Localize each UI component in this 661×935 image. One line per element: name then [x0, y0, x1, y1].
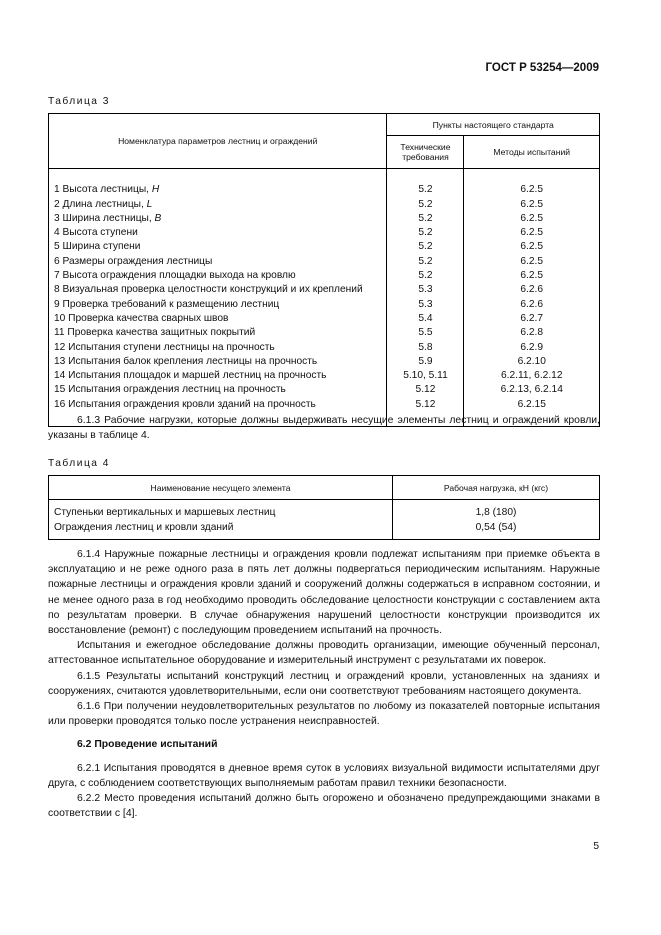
- parameter-cell: [49, 355, 387, 369]
- parameter-name: 13 Испытания балок крепления лестницы на прочность: [54, 355, 318, 367]
- table4-cell: 0,54 (54): [393, 520, 600, 535]
- parameter-name: 6 Размеры ограждения лестницы: [54, 255, 213, 267]
- parameter-cell: [49, 298, 387, 312]
- tech-req-cell: 5.5: [387, 326, 464, 340]
- paragraph-6-2-1: 6.2.1 Испытания проводятся в дневное время суток в условиях визуальной видимости испытателями друг друга, с соблюдением соответствующих выполняемым работам правил техники безопасности.: [48, 762, 600, 789]
- parameter-cell: [49, 398, 387, 412]
- test-method-cell: 6.2.10: [517, 355, 546, 367]
- test-method-cell: 6.2.6: [520, 284, 544, 296]
- col-element: Наименование несущего элемента: [49, 476, 393, 500]
- test-method-cell: 6.2.6: [520, 298, 544, 310]
- parameter-name: 15 Испытания ограждения лестниц на прочность: [54, 384, 286, 396]
- tech-req-cell: 5.2: [387, 226, 464, 240]
- parameter-cell: [49, 255, 387, 269]
- table-3: [48, 113, 600, 427]
- parameter-name: 5 Ширина ступени: [54, 241, 141, 253]
- tech-req-cell: 5.8: [387, 341, 464, 355]
- table-row: [49, 341, 600, 355]
- test-method-cell: 6.2.5: [520, 241, 544, 253]
- table-row: [49, 183, 600, 197]
- test-method-cell: 6.2.5: [520, 227, 544, 239]
- paragraph-inspection: Испытания и ежегодное обследование должны проводить организации, имеющие обученный персонал, аттестованное испытательное оборудование и измерительный инструмент с результатами их поверок.: [48, 640, 600, 667]
- parameter-name: 16 Испытания ограждения кровли зданий на прочность: [54, 398, 316, 410]
- tech-req-cell: 5.12: [387, 398, 464, 412]
- parameter-name: 8 Визуальная проверка целостности конструкций и их креплений: [54, 284, 363, 296]
- tech-req-cell: 5.3: [387, 283, 464, 297]
- table-row: [49, 198, 600, 212]
- parameter-cell: [49, 269, 387, 283]
- tech-req-cell: 5.2: [387, 269, 464, 283]
- table-row: [49, 369, 600, 383]
- parameter-name: 9 Проверка требований к размещению лестниц: [54, 298, 280, 310]
- parameter-name: 3 Ширина лестницы,: [54, 212, 155, 224]
- table3-caption: Таблица 3: [48, 96, 110, 107]
- table-row: [49, 398, 600, 412]
- parameter-name: 1 Высота лестницы,: [54, 184, 152, 196]
- parameter-symbol: B: [154, 212, 162, 224]
- paragraph-6-1-6: 6.1.6 При получении неудовлетворительных результатов по любому из показателей повторные испытания или проверки проводятся только после устранения неисправностей.: [48, 701, 600, 728]
- parameter-cell: [49, 283, 387, 297]
- table-4: [48, 475, 600, 540]
- parameter-name: 10 Проверка качества сварных швов: [54, 312, 229, 324]
- parameter-name: 11 Проверка качества защитных покрытий: [54, 327, 256, 339]
- parameter-cell: [49, 326, 387, 340]
- parameter-cell: [49, 198, 387, 212]
- test-method-cell: 6.2.15: [517, 398, 546, 410]
- tech-req-cell: 5.12: [387, 383, 464, 397]
- table-row: [49, 269, 600, 283]
- paragraph-6-1-4: 6.1.4 Наружные пожарные лестницы и ограждения кровли подлежат испытаниям при приемке объекта в эксплуатацию и не реже одного раза в пять лет должны подвергаться периодическим испытаниям. Наружные пожарные лестницы и ограждения кровли зданий и сооружений должны содержаться в исправном состоянии, и не менее одного раза в год необходимо проводить обследование целостности конструкции с составлением акта по результатам проверки. В случае обнаружения нарушений целостности конструкции производится их восстановление (ремонт) с последующим проведением испытаний на прочность.: [48, 549, 600, 637]
- table4-cell: Ступеньки вертикальных и маршевых лестниц: [54, 507, 276, 518]
- parameter-name: 12 Испытания ступени лестницы на прочность: [54, 341, 275, 353]
- col-tech-req: Технические требования: [387, 136, 464, 169]
- tech-req-cell: 5.2: [387, 183, 464, 197]
- col-group: Пункты настоящего стандарта: [387, 114, 600, 136]
- test-method-cell: 6.2.13, 6.2.14: [500, 384, 563, 396]
- table-row: [49, 255, 600, 269]
- col-test-methods: Методы испытаний: [464, 136, 600, 169]
- table-row: [49, 212, 600, 226]
- tech-req-cell: 5.2: [387, 240, 464, 254]
- parameter-name: 2 Длина лестницы,: [54, 198, 147, 210]
- parameter-name: 14 Испытания площадок и маршей лестниц на прочность: [54, 370, 327, 382]
- test-method-cell: 6.2.9: [520, 341, 544, 353]
- table4-caption: Таблица 4: [48, 458, 110, 469]
- tech-req-cell: 5.2: [387, 255, 464, 269]
- test-method-cell: 6.2.5: [520, 212, 544, 224]
- parameter-name: 4 Высота ступени: [54, 227, 138, 239]
- test-method-cell: 6.2.8: [520, 327, 544, 339]
- paragraph-text: 6.1.3 Рабочие нагрузки, которые должны выдерживать несущие элементы лестниц и ограждений кровли, указаны в таблице 4.: [48, 415, 600, 442]
- parameter-cell: [49, 240, 387, 254]
- parameter-cell: [49, 341, 387, 355]
- table-row: [49, 355, 600, 369]
- parameter-cell: [49, 183, 387, 197]
- standard-header: ГОСТ Р 53254—2009: [485, 62, 599, 74]
- tech-req-cell: 5.9: [387, 355, 464, 369]
- tech-req-cell: 5.10, 5.11: [387, 369, 464, 383]
- table-row: [49, 298, 600, 312]
- table-row: [49, 283, 600, 297]
- table-row: [49, 240, 600, 254]
- col-nomenclature: Номенклатура параметров лестниц и ограждений: [49, 114, 387, 169]
- parameter-symbol: H: [151, 184, 160, 196]
- table4-cell: 1,8 (180): [393, 505, 600, 520]
- paragraph-6-1-3: [48, 413, 600, 443]
- test-method-cell: 6.2.5: [520, 255, 544, 267]
- parameter-cell: [49, 383, 387, 397]
- paragraph-6-1-5: 6.1.5 Результаты испытаний конструкций лестниц и ограждений кровли, установленных на зданиях и сооружениях, считаются удовлетворительными, если они соответствуют требованиям настоящего документа.: [48, 670, 600, 697]
- tech-req-cell: 5.3: [387, 298, 464, 312]
- tech-req-cell: 5.2: [387, 198, 464, 212]
- test-method-cell: 6.2.5: [520, 198, 544, 210]
- table-row: [49, 312, 600, 326]
- section-heading: 6.2 Проведение испытаний: [77, 739, 218, 751]
- tech-req-cell: 5.4: [387, 312, 464, 326]
- table-row: [49, 326, 600, 340]
- parameter-cell: [49, 212, 387, 226]
- table-row: [49, 383, 600, 397]
- parameter-symbol: L: [146, 198, 153, 210]
- test-method-cell: 6.2.11, 6.2.12: [500, 370, 563, 382]
- test-method-cell: 6.2.5: [520, 270, 544, 282]
- table4-cell: Ограждения лестниц и кровли зданий: [54, 522, 234, 533]
- parameter-name: 7 Высота ограждения площадки выхода на кровлю: [54, 270, 296, 282]
- parameter-cell: [49, 369, 387, 383]
- tech-req-cell: 5.2: [387, 212, 464, 226]
- table-row: [49, 226, 600, 240]
- page-number: 5: [593, 841, 599, 852]
- parameter-cell: [49, 226, 387, 240]
- col-load: Рабочая нагрузка, кН (кгс): [393, 476, 600, 500]
- parameter-cell: [49, 312, 387, 326]
- test-method-cell: 6.2.7: [520, 312, 544, 324]
- test-method-cell: 6.2.5: [520, 184, 544, 196]
- paragraph-6-2-2: 6.2.2 Место проведения испытаний должно быть огорожено и обозначено предупреждающими знаками в соответствии с [4].: [48, 793, 600, 820]
- body-text: [48, 547, 600, 821]
